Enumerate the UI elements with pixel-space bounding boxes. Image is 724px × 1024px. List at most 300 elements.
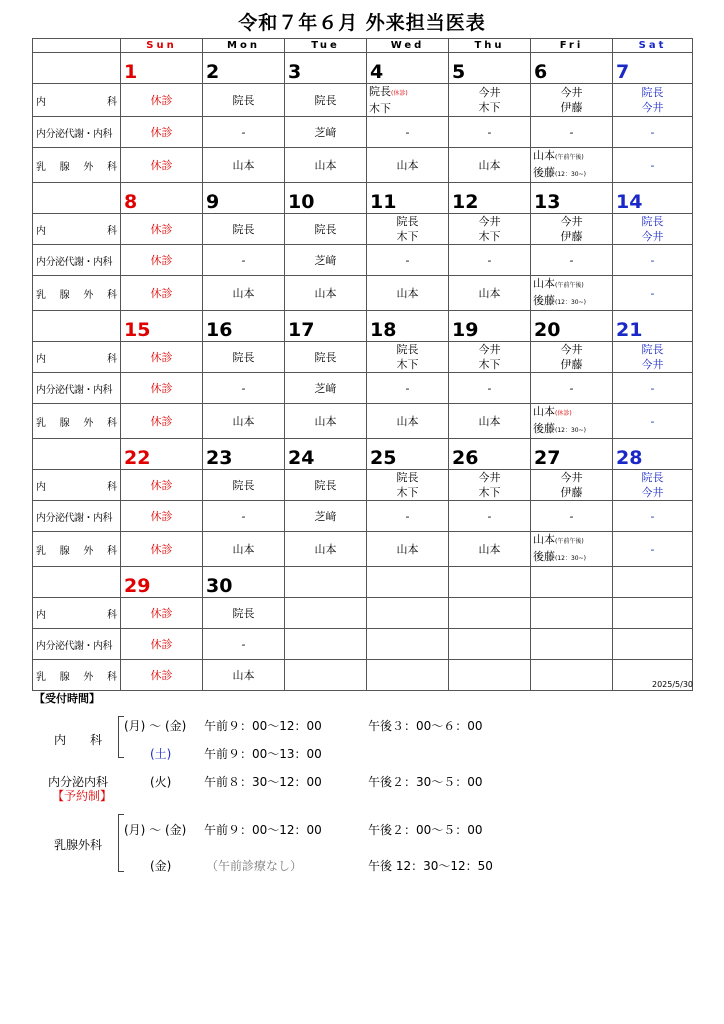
doctor-line xyxy=(121,222,202,237)
schedule-cell xyxy=(285,598,367,629)
date-cell xyxy=(613,53,693,84)
doctor-line xyxy=(121,668,202,683)
date-cell xyxy=(121,439,203,470)
doctor-line xyxy=(203,606,284,621)
date-number: 13 xyxy=(534,191,561,213)
schedule-cell xyxy=(531,148,613,183)
doctor-line xyxy=(203,542,284,557)
date-cell xyxy=(285,53,367,84)
doctor-name: - xyxy=(650,381,655,395)
doctor-name: 今井 xyxy=(478,215,501,228)
schedule-note: (午前午後) xyxy=(555,154,584,161)
doctor-name: 院長 xyxy=(641,86,664,99)
doctor-name: 休診 xyxy=(150,158,173,172)
date-number: 7 xyxy=(616,61,630,83)
doctor-line xyxy=(531,165,612,182)
doctor-name: - xyxy=(405,509,410,523)
date-cell xyxy=(449,183,531,214)
date-number: 8 xyxy=(124,191,138,213)
doctor-line xyxy=(613,357,692,372)
schedule-cell xyxy=(531,117,613,148)
schedule-cell xyxy=(121,660,203,691)
department-label: 乳 腺 外 科 xyxy=(33,404,121,439)
date-number: 11 xyxy=(370,191,397,213)
reception-breast-label: 乳腺外科 xyxy=(54,838,103,852)
weekday-wed: Wed xyxy=(367,39,449,53)
doctor-name: 休診 xyxy=(150,125,173,139)
schedule-cell xyxy=(285,148,367,183)
doctor-line xyxy=(203,222,284,237)
doctor-name: 山本 xyxy=(478,542,501,556)
doctor-line xyxy=(367,342,448,357)
date-cell xyxy=(203,53,285,84)
schedule-cell xyxy=(367,214,449,245)
doctor-name: 院長 xyxy=(232,478,255,492)
schedule-cell xyxy=(449,245,531,276)
schedule-cell xyxy=(121,629,203,660)
schedule-note: (12：30~) xyxy=(555,427,586,434)
doctor-name: 山本 xyxy=(533,405,555,418)
row-endocrine xyxy=(33,245,693,276)
doctor-line xyxy=(613,229,692,244)
schedule-cell xyxy=(531,214,613,245)
doctor-line xyxy=(367,158,448,173)
schedule-cell xyxy=(367,373,449,404)
doctor-line xyxy=(449,214,530,229)
schedule-cell xyxy=(203,629,285,660)
reception-endocrine-am: 午前８：30～12：00 xyxy=(204,775,322,789)
date-row xyxy=(33,439,693,470)
doctor-name: 後藤 xyxy=(533,550,555,563)
schedule-cell xyxy=(449,117,531,148)
date-cell xyxy=(531,439,613,470)
doctor-name: 院長 xyxy=(396,343,419,356)
weekday-fri: Fri xyxy=(531,39,613,53)
doctor-name: 休診 xyxy=(150,478,173,492)
doctor-name: - xyxy=(405,125,410,139)
schedule-cell xyxy=(203,598,285,629)
schedule-cell xyxy=(613,404,693,439)
doctor-line xyxy=(121,606,202,621)
department-label: 乳 腺 外 科 xyxy=(33,276,121,311)
date-stamp: 2025/5/30 xyxy=(652,680,694,689)
schedule-cell xyxy=(285,245,367,276)
date-cell xyxy=(285,311,367,342)
doctor-name: 休診 xyxy=(150,350,173,364)
schedule-cell xyxy=(531,660,613,691)
doctor-name: 休診 xyxy=(150,606,173,620)
row-endocrine xyxy=(33,373,693,404)
date-cell xyxy=(203,567,285,598)
schedule-cell xyxy=(367,629,449,660)
schedule-cell xyxy=(203,532,285,567)
doctor-name: 山本 xyxy=(232,668,255,682)
doctor-line xyxy=(203,350,284,365)
schedule-cell xyxy=(613,598,693,629)
date-cell xyxy=(121,53,203,84)
date-number: 18 xyxy=(370,319,397,341)
schedule-cell xyxy=(121,404,203,439)
date-number: 14 xyxy=(616,191,643,213)
schedule-note: (12：30~) xyxy=(555,555,586,562)
schedule-cell xyxy=(531,404,613,439)
date-number: 27 xyxy=(534,447,561,469)
doctor-line xyxy=(285,478,366,493)
schedule-cell xyxy=(613,214,693,245)
schedule-table xyxy=(32,38,693,691)
date-number: 23 xyxy=(206,447,233,469)
doctor-name: 院長 xyxy=(232,222,255,236)
schedule-cell xyxy=(203,470,285,501)
schedule-cell xyxy=(367,276,449,311)
doctor-name: - xyxy=(487,509,492,523)
schedule-cell xyxy=(367,117,449,148)
schedule-cell xyxy=(285,470,367,501)
schedule-cell xyxy=(449,598,531,629)
reception-internal-am-1: 午前９：00～12：00 xyxy=(204,719,322,733)
date-number: 22 xyxy=(124,447,151,469)
weekday-tue: Tue xyxy=(285,39,367,53)
schedule-cell xyxy=(531,245,613,276)
doctor-line xyxy=(449,286,530,301)
date-number: 4 xyxy=(370,61,384,83)
doctor-name: 今井 xyxy=(560,471,583,484)
doctor-line xyxy=(203,158,284,173)
schedule-cell xyxy=(449,276,531,311)
doctor-line xyxy=(449,357,530,372)
doctor-line xyxy=(285,350,366,365)
schedule-cell xyxy=(531,342,613,373)
doctor-line xyxy=(203,93,284,108)
department-label: 内 科 xyxy=(33,214,121,245)
doctor-line xyxy=(285,286,366,301)
doctor-name: 山本 xyxy=(396,158,419,172)
doctor-line xyxy=(285,542,366,557)
doctor-line xyxy=(613,214,692,229)
schedule-cell xyxy=(449,342,531,373)
doctor-name: 院長 xyxy=(314,350,337,364)
date-cell xyxy=(531,183,613,214)
date-number: 10 xyxy=(288,191,315,213)
row-breast xyxy=(33,276,693,311)
doctor-name: 今井 xyxy=(641,486,664,499)
schedule-cell xyxy=(449,214,531,245)
department-label: 内 科 xyxy=(33,84,121,117)
page-title: 令和７年６月 外来担当医表 xyxy=(238,12,486,34)
doctor-name: 休診 xyxy=(150,637,173,651)
doctor-line xyxy=(367,84,448,101)
doctor-name: - xyxy=(650,125,655,139)
date-cell xyxy=(613,183,693,214)
date-number: 6 xyxy=(534,61,548,83)
doctor-name: 山本 xyxy=(478,414,501,428)
doctor-name: 院長 xyxy=(232,350,255,364)
schedule-note: (12：30~) xyxy=(555,299,586,306)
doctor-name: 今井 xyxy=(641,230,664,243)
doctor-line xyxy=(203,414,284,429)
doctor-line xyxy=(613,485,692,500)
doctor-name: - xyxy=(241,253,246,267)
schedule-cell xyxy=(613,501,693,532)
doctor-line xyxy=(121,286,202,301)
schedule-cell xyxy=(531,532,613,567)
reception-internal-label: 内 科 xyxy=(54,733,103,747)
date-number: 12 xyxy=(452,191,479,213)
doctor-name: - xyxy=(650,286,655,300)
date-number: 19 xyxy=(452,319,479,341)
doctor-name: 山本 xyxy=(533,149,555,162)
doctor-name: 木下 xyxy=(396,358,419,371)
date-row-label xyxy=(33,567,121,598)
schedule-cell xyxy=(531,373,613,404)
doctor-name: - xyxy=(650,253,655,267)
schedule-cell xyxy=(203,404,285,439)
doctor-name: 山本 xyxy=(396,286,419,300)
doctor-line xyxy=(367,101,448,116)
reception-heading: 【受付時間】 xyxy=(34,692,100,705)
doctor-name: 山本 xyxy=(314,286,337,300)
row-breast xyxy=(33,532,693,567)
schedule-cell xyxy=(449,660,531,691)
date-number: 24 xyxy=(288,447,315,469)
date-cell xyxy=(367,183,449,214)
row-endocrine xyxy=(33,629,693,660)
schedule-cell xyxy=(367,470,449,501)
doctor-line xyxy=(531,342,612,357)
doctor-name: 木下 xyxy=(478,358,501,371)
date-row-label xyxy=(33,183,121,214)
doctor-line xyxy=(367,542,448,557)
doctor-name: - xyxy=(650,542,655,556)
schedule-cell xyxy=(121,373,203,404)
department-label: 内 科 xyxy=(33,342,121,373)
schedule-cell xyxy=(449,629,531,660)
schedule-cell xyxy=(613,245,693,276)
doctor-name: 後藤 xyxy=(533,166,555,179)
schedule-cell xyxy=(285,629,367,660)
doctor-name: - xyxy=(569,253,574,267)
doctor-line xyxy=(613,342,692,357)
date-number: 25 xyxy=(370,447,397,469)
reception-endocrine-days: (火) xyxy=(150,775,172,789)
schedule-note: (午前午後) xyxy=(555,538,584,545)
schedule-cell xyxy=(367,342,449,373)
doctor-name: 休診 xyxy=(150,286,173,300)
doctor-name: 休診 xyxy=(150,509,173,523)
doctor-name: - xyxy=(569,381,574,395)
doctor-name: 休診 xyxy=(150,93,173,107)
reception-internal-pm-1: 午後３：00～６：00 xyxy=(368,719,483,733)
doctor-name: - xyxy=(569,509,574,523)
schedule-cell xyxy=(449,532,531,567)
doctor-line xyxy=(367,470,448,485)
schedule-cell xyxy=(285,342,367,373)
reception-breast-pm-2: 午後 12：30～12：50 xyxy=(368,859,493,873)
doctor-name: 伊藤 xyxy=(560,101,583,114)
doctor-line xyxy=(531,357,612,372)
date-number: 3 xyxy=(288,61,302,83)
reception-breast-days-1: (月) ～ (金) xyxy=(124,823,187,837)
doctor-name: 院長 xyxy=(641,471,664,484)
schedule-cell xyxy=(531,470,613,501)
date-number: 15 xyxy=(124,319,151,341)
date-number: 16 xyxy=(206,319,233,341)
doctor-line xyxy=(613,100,692,115)
doctor-line xyxy=(613,158,692,173)
doctor-name: 院長 xyxy=(314,222,337,236)
date-row xyxy=(33,567,693,598)
schedule-cell xyxy=(203,117,285,148)
doctor-name: 休診 xyxy=(150,222,173,236)
row-breast xyxy=(33,404,693,439)
doctor-line xyxy=(531,470,612,485)
schedule-cell xyxy=(285,84,367,117)
doctor-name: 休診 xyxy=(150,253,173,267)
doctor-line xyxy=(531,276,612,293)
doctor-name: 今井 xyxy=(478,343,501,356)
doctor-name: - xyxy=(650,509,655,523)
doctor-line xyxy=(449,485,530,500)
schedule-cell xyxy=(121,117,203,148)
schedule-cell xyxy=(121,598,203,629)
date-cell xyxy=(285,567,367,598)
doctor-name: 院長 xyxy=(314,93,337,107)
date-cell xyxy=(367,439,449,470)
row-internal xyxy=(33,342,693,373)
schedule-cell xyxy=(613,532,693,567)
schedule-cell xyxy=(121,470,203,501)
doctor-name: 山本 xyxy=(314,542,337,556)
schedule-cell xyxy=(367,501,449,532)
schedule-cell xyxy=(367,245,449,276)
weekday-sat: Sat xyxy=(613,39,693,53)
doctor-line xyxy=(613,542,692,557)
department-label: 内分泌代謝・内科 xyxy=(33,245,121,276)
schedule-cell xyxy=(203,501,285,532)
doctor-line xyxy=(285,158,366,173)
date-number: 2 xyxy=(206,61,220,83)
row-internal xyxy=(33,598,693,629)
date-cell xyxy=(203,183,285,214)
doctor-name: 山本 xyxy=(232,286,255,300)
date-cell xyxy=(203,439,285,470)
date-cell xyxy=(367,311,449,342)
reception-internal-days-2: (土) xyxy=(150,747,172,761)
schedule-cell xyxy=(203,84,285,117)
schedule-cell xyxy=(121,276,203,311)
date-cell xyxy=(531,53,613,84)
doctor-line xyxy=(449,342,530,357)
doctor-name: 休診 xyxy=(150,381,173,395)
date-row xyxy=(33,311,693,342)
doctor-name: - xyxy=(487,253,492,267)
row-endocrine xyxy=(33,501,693,532)
date-row-label xyxy=(33,311,121,342)
schedule-cell xyxy=(285,373,367,404)
schedule-cell xyxy=(285,501,367,532)
date-cell xyxy=(121,183,203,214)
doctor-name: 院長 xyxy=(396,471,419,484)
schedule-cell xyxy=(121,245,203,276)
row-breast xyxy=(33,660,693,691)
doctor-line xyxy=(613,286,692,301)
doctor-line xyxy=(449,158,530,173)
row-endocrine xyxy=(33,117,693,148)
schedule-cell xyxy=(285,214,367,245)
doctor-name: 山本 xyxy=(478,286,501,300)
doctor-line xyxy=(367,414,448,429)
doctor-line xyxy=(203,286,284,301)
doctor-line xyxy=(285,222,366,237)
doctor-name: 山本 xyxy=(232,158,255,172)
doctor-name: 院長 xyxy=(232,93,255,107)
doctor-name: 芝﨑 xyxy=(314,253,337,267)
doctor-name: 伊藤 xyxy=(560,486,583,499)
date-cell xyxy=(285,183,367,214)
date-row xyxy=(33,183,693,214)
doctor-name: 後藤 xyxy=(533,422,555,435)
weekday-thu: Thu xyxy=(449,39,531,53)
doctor-name: 山本 xyxy=(314,158,337,172)
doctor-line xyxy=(531,100,612,115)
doctor-name: 今井 xyxy=(641,101,664,114)
schedule-cell xyxy=(449,501,531,532)
schedule-cell xyxy=(449,404,531,439)
date-number: 17 xyxy=(288,319,315,341)
doctor-line xyxy=(449,470,530,485)
doctor-name: 山本 xyxy=(533,277,555,290)
schedule-cell xyxy=(367,660,449,691)
doctor-name: 芝﨑 xyxy=(314,509,337,523)
doctor-line xyxy=(613,414,692,429)
schedule-cell xyxy=(285,404,367,439)
doctor-name: 山本 xyxy=(232,414,255,428)
department-label: 内 科 xyxy=(33,470,121,501)
row-internal xyxy=(33,214,693,245)
schedule-cell xyxy=(285,532,367,567)
schedule-cell xyxy=(203,373,285,404)
doctor-name: 院長 xyxy=(641,343,664,356)
doctor-line xyxy=(531,404,612,421)
date-cell xyxy=(121,311,203,342)
doctor-line xyxy=(121,158,202,173)
doctor-name: 院長 xyxy=(641,215,664,228)
row-internal xyxy=(33,84,693,117)
reception-breast-am-1: 午前９：00～12：00 xyxy=(204,823,322,837)
date-number: 29 xyxy=(124,575,151,597)
date-number: 28 xyxy=(616,447,643,469)
doctor-name: 休診 xyxy=(150,414,173,428)
weekday-header-row xyxy=(33,39,693,53)
schedule-cell xyxy=(367,404,449,439)
schedule-cell xyxy=(121,84,203,117)
schedule-cell xyxy=(121,214,203,245)
schedule-cell xyxy=(285,117,367,148)
doctor-line xyxy=(531,214,612,229)
doctor-line xyxy=(367,229,448,244)
date-row-label xyxy=(33,439,121,470)
schedule-cell xyxy=(613,342,693,373)
schedule-cell xyxy=(613,276,693,311)
schedule-cell xyxy=(531,629,613,660)
date-cell xyxy=(121,567,203,598)
doctor-name: - xyxy=(241,125,246,139)
date-number: 5 xyxy=(452,61,466,83)
schedule-cell xyxy=(203,342,285,373)
reception-breast-days-2: (金) xyxy=(150,859,172,873)
department-label: 乳 腺 外 科 xyxy=(33,148,121,183)
doctor-name: 木下 xyxy=(396,486,419,499)
